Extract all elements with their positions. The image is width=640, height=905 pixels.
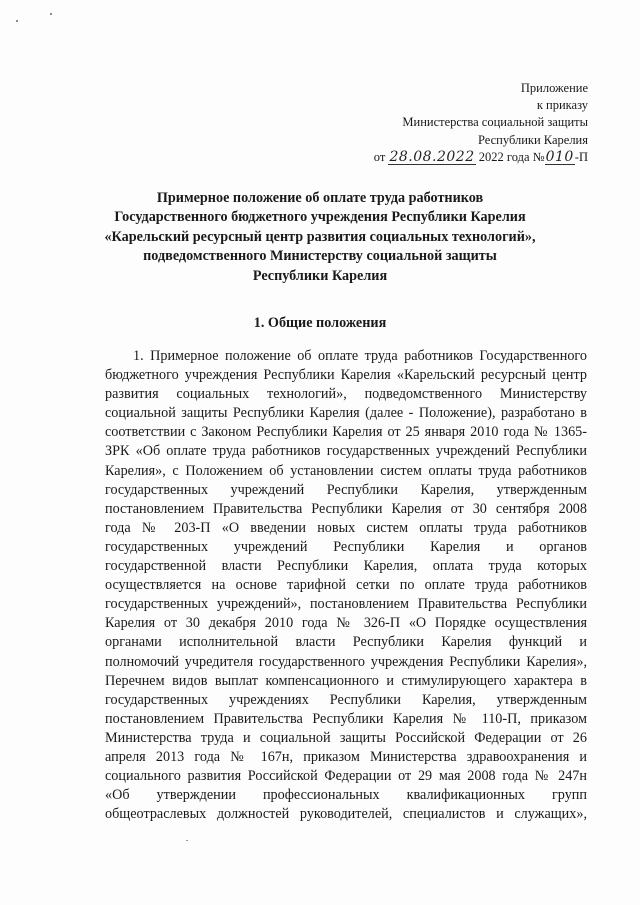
scan-speck: [16, 20, 18, 22]
paragraph-line: года № 203-П «О введении новых систем оплаты труда работников: [105, 519, 587, 536]
paragraph-line: постановлением Правительства Республики Карелия от 30 сентября 2008: [105, 500, 587, 517]
scan-speck: [186, 840, 188, 841]
paragraph-line: осуществляется на основе тарифной сетки по оплате труда работников: [105, 577, 587, 594]
paragraph-line: Карелия», с Положением об установлении систем оплаты труда работников: [105, 462, 587, 479]
approval-year-text: 2022 года: [478, 149, 530, 164]
title-line-2: Государственного бюджетного учреждения Республики Карелия: [114, 209, 526, 226]
title-line-1: Примерное положение об оплате труда работников: [156, 190, 484, 206]
paragraph-line: полномочий учредителя государственного учреждения Республики Карелия»,: [105, 653, 587, 670]
approval-date-line: [374, 149, 588, 166]
paragraph-line: «Об утверждении профессиональных квалификационных групп: [105, 787, 587, 804]
approval-block: [374, 80, 588, 166]
paragraph-line: социального развития Российской Федерации от 29 мая 2008 года № 247н: [105, 768, 587, 785]
approval-line-appendix: Приложение: [520, 81, 588, 95]
paragraph-line: постановлением Правительства Республики Карелия № 110-П, приказом: [105, 710, 587, 727]
title-line-3: «Карельский ресурсный центр развития социальных технологий»,: [104, 228, 536, 245]
paragraph-line: государственных учреждений Республики Карелия, утвержденным: [105, 481, 587, 498]
handwritten-order-number: 010: [545, 148, 574, 165]
approval-number-suffix: -П: [574, 149, 588, 164]
paragraph-line: развития социальных технологий», подведомственного Министерству: [105, 386, 587, 403]
paragraph-line: государственных учреждениях Республики Карелия, утвержденным: [105, 691, 587, 708]
paragraph-line: общеотраслевых должностей руководителей, специалистов и служащих»,: [105, 806, 587, 823]
paragraph-line: социальной защиты Республики Карелия (далее - Положение), разработано в: [105, 405, 587, 422]
handwritten-date: 28.08.2022: [389, 148, 475, 165]
approval-date-prefix: от: [373, 149, 386, 164]
title-line-5: Республики Карелия: [252, 267, 388, 284]
scan-speck: [50, 13, 52, 15]
approval-line-order: к приказу: [536, 98, 588, 113]
paragraph-line: апреля 2013 года № 167н, приказом Министерства здравоохранения и: [105, 748, 587, 765]
paragraph-line: государственных учреждений», постановлением Правительства Республики: [105, 596, 587, 613]
paragraph-line: государственных учреждений Республики Карелия и органов: [105, 538, 587, 555]
section-heading: 1. Общие положения: [253, 315, 387, 331]
document-title: [60, 189, 580, 286]
title-line-4: подведомственного Министерству социальной защиты: [143, 248, 497, 265]
approval-number-sign: №: [532, 149, 545, 164]
approval-line-ministry: Министерства социальной защиты: [402, 115, 588, 130]
approval-line-republic: Республики Карелия: [477, 132, 588, 147]
paragraph-line: Перечнем видов выплат компенсационного и стимулирующего характера в: [105, 672, 587, 689]
paragraph-line: Карелия от 30 декабря 2010 года № 326-П «О Порядке осуществления: [105, 615, 587, 632]
paragraph-line: соответствии с Законом Республики Карелия от 25 января 2010 года № 1365-: [105, 424, 587, 441]
paragraph-line: органами исполнительной власти Республики Карелия функций и: [105, 634, 587, 651]
paragraph-line: ЗРК «Об оплате труда работников государственных учреждений Республики: [105, 443, 587, 460]
paragraph-line: Министерства труда и социальной защиты Российской Федерации от 26: [105, 729, 587, 746]
paragraph-line: государственной власти Республики Карелия, оплата труда которых: [105, 558, 587, 575]
paragraph-line: 1. Примерное положение об оплате труда работников Государственного: [133, 348, 587, 364]
paragraph-line: бюджетного учреждения Республики Карелия «Карельский ресурсный центр: [105, 367, 587, 384]
paragraph-1: [105, 347, 587, 824]
